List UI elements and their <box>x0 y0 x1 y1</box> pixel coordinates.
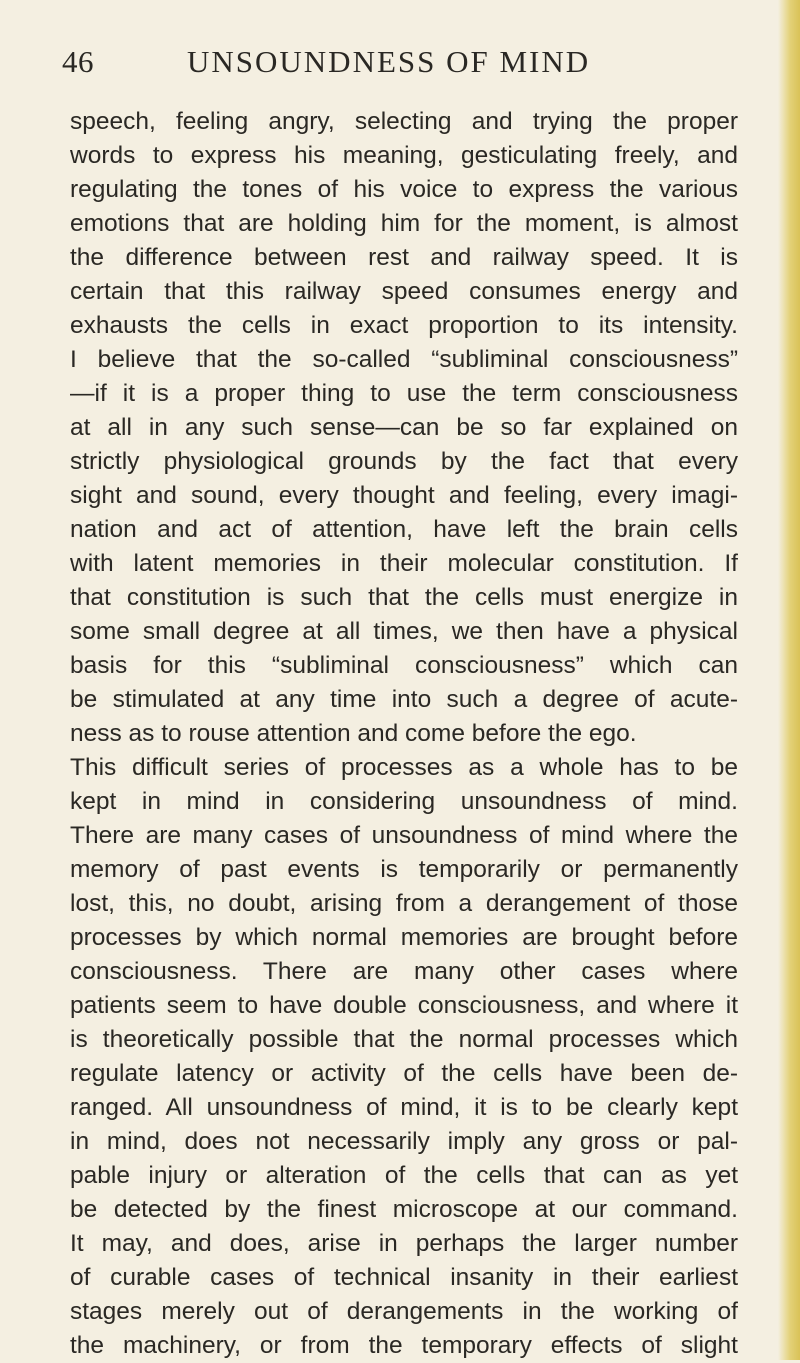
text-line: certain that this railway speed consumes energy and <box>70 278 738 305</box>
text-line: patients seem to have double consciousness, and where it <box>70 992 738 1019</box>
text-line: There are many cases of unsoundness of mind where the <box>70 822 738 849</box>
text-line: nation and act of attention, have left the brain cells <box>70 516 738 543</box>
text-line: basis for this “subliminal consciousness” which can <box>70 652 738 679</box>
text-line: kept in mind in considering unsoundness of mind. <box>70 788 738 815</box>
text-line: is theoretically possible that the normal processes which <box>70 1026 738 1053</box>
text-line: strictly physiological grounds by the fact that every <box>70 448 738 475</box>
text-line: —if it is a proper thing to use the term consciousness <box>70 380 738 407</box>
text-line: This difficult series of processes as a whole has to be <box>70 754 738 781</box>
text-line: emotions that are holding him for the moment, is almost <box>70 210 738 237</box>
text-line: be stimulated at any time into such a degree of acute- <box>70 686 738 713</box>
text-line: exhausts the cells in exact proportion to its intensity. <box>70 312 738 339</box>
text-line: sight and sound, every thought and feeling, every imagi- <box>70 482 738 509</box>
text-line: that constitution is such that the cells must energize in <box>70 584 738 611</box>
text-line: at all in any such sense—can be so far explained on <box>70 414 738 441</box>
page-header <box>62 44 738 84</box>
text-line: with latent memories in their molecular constitution. If <box>70 550 738 577</box>
text-line: processes by which normal memories are brought before <box>70 924 738 951</box>
text-line: some small degree at all times, we then have a physical <box>70 618 738 645</box>
text-line: words to express his meaning, gesticulating freely, and <box>70 142 738 169</box>
text-line: I believe that the so-called “subliminal consciousness” <box>70 346 738 373</box>
page-number: 46 <box>62 44 94 79</box>
page-edge <box>778 0 800 1360</box>
text-line: of curable cases of technical insanity in their earliest <box>70 1264 738 1291</box>
text-line: pable injury or alteration of the cells that can as yet <box>70 1162 738 1189</box>
text-line: the difference between rest and railway speed. It is <box>70 244 738 271</box>
text-line: regulating the tones of his voice to express the various <box>70 176 738 203</box>
text-line: regulate latency or activity of the cells have been de- <box>70 1060 738 1087</box>
text-line: ness as to rouse attention and come before the ego. <box>70 720 637 747</box>
text-line: ranged. All unsoundness of mind, it is to be clearly kept <box>70 1094 738 1121</box>
text-line: in mind, does not necessarily imply any gross or pal- <box>70 1128 738 1155</box>
text-line: speech, feeling angry, selecting and trying the proper <box>70 108 738 135</box>
running-head: UNSOUNDNESS OF MIND <box>187 44 591 79</box>
text-line: lost, this, no doubt, arising from a derangement of those <box>70 890 738 917</box>
text-line: It may, and does, arise in perhaps the larger number <box>70 1230 738 1257</box>
text-line: the machinery, or from the temporary effects of slight <box>70 1332 738 1359</box>
body-text <box>70 105 738 1363</box>
text-line: be detected by the finest microscope at our command. <box>70 1196 738 1223</box>
text-line: stages merely out of derangements in the working of <box>70 1298 738 1325</box>
text-line: consciousness. There are many other cases where <box>70 958 738 985</box>
text-line: memory of past events is temporarily or permanently <box>70 856 738 883</box>
